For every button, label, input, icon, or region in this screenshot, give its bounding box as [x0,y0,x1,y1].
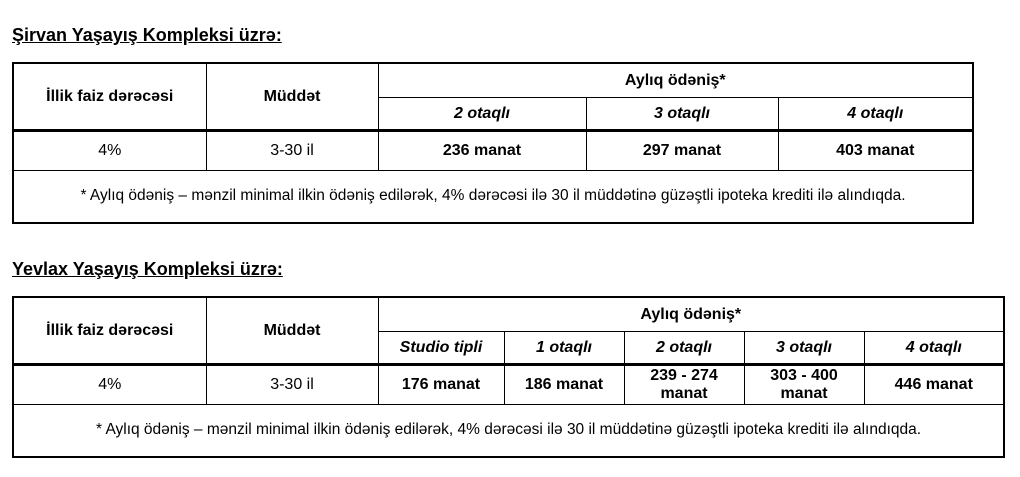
section-title-yevlax: Yevlax Yaşayış Kompleksi üzrə: [12,259,283,279]
term-value: 3-30 il [206,131,378,171]
payment-2otaqli: 236 manat [378,131,586,171]
term-value: 3-30 il [206,365,378,405]
payment-1otaqli: 186 manat [504,365,624,405]
payment-3otaqli: 303 - 400 manat [744,365,864,405]
payment-3otaqli: 297 manat [586,131,778,171]
payment-4otaqli: 446 manat [864,365,1004,405]
footnote-row [13,171,973,224]
room-type-header-4otaqli: 4 otaqlı [864,332,1004,365]
annual-rate-value: 4% [13,365,206,405]
sirvan-rates-table [12,62,974,224]
annual-rate-value: 4% [13,131,206,171]
yevlax-rates-table [12,296,1005,458]
room-type-header-2otaqli: 2 otaqlı [624,332,744,365]
room-type-header-3otaqli: 3 otaqlı [586,98,778,131]
room-type-header-2otaqli: 2 otaqlı [378,98,586,131]
term-header: Müddət [206,63,378,131]
room-type-header-studio: Studio tipli [378,332,504,365]
footnote-text: * Aylıq ödəniş – mənzil minimal ilkin ödəniş edilərək, 4% dərəcəsi ilə 30 il müddətinə güzəştli ipoteka krediti ilə alındıqda. [95,421,922,439]
table-row [13,365,1004,405]
payment-2otaqli: 239 - 274 manat [624,365,744,405]
room-type-header-4otaqli: 4 otaqlı [778,98,973,131]
annual-rate-header: İllik faiz dərəcəsi [13,297,206,365]
table-header-row [13,297,1004,332]
room-type-header-1otaqli: 1 otaqlı [504,332,624,365]
annual-rate-header: İllik faiz dərəcəsi [13,63,206,131]
table-row [13,131,973,171]
footnote-row [13,405,1004,458]
term-header: Müddət [206,297,378,365]
payment-studio: 176 manat [378,365,504,405]
payment-4otaqli: 403 manat [778,131,973,171]
monthly-payment-header: Aylıq ödəniş* [378,63,973,98]
room-type-header-3otaqli: 3 otaqlı [744,332,864,365]
section-title-sirvan: Şirvan Yaşayış Kompleksi üzrə: [12,25,282,45]
footnote-text: * Aylıq ödəniş – mənzil minimal ilkin ödəniş edilərək, 4% dərəcəsi ilə 30 il müddətinə güzəştli ipoteka krediti ilə alındıqda. [80,187,906,205]
monthly-payment-header: Aylıq ödəniş* [378,297,1004,332]
table-header-row [13,63,973,98]
